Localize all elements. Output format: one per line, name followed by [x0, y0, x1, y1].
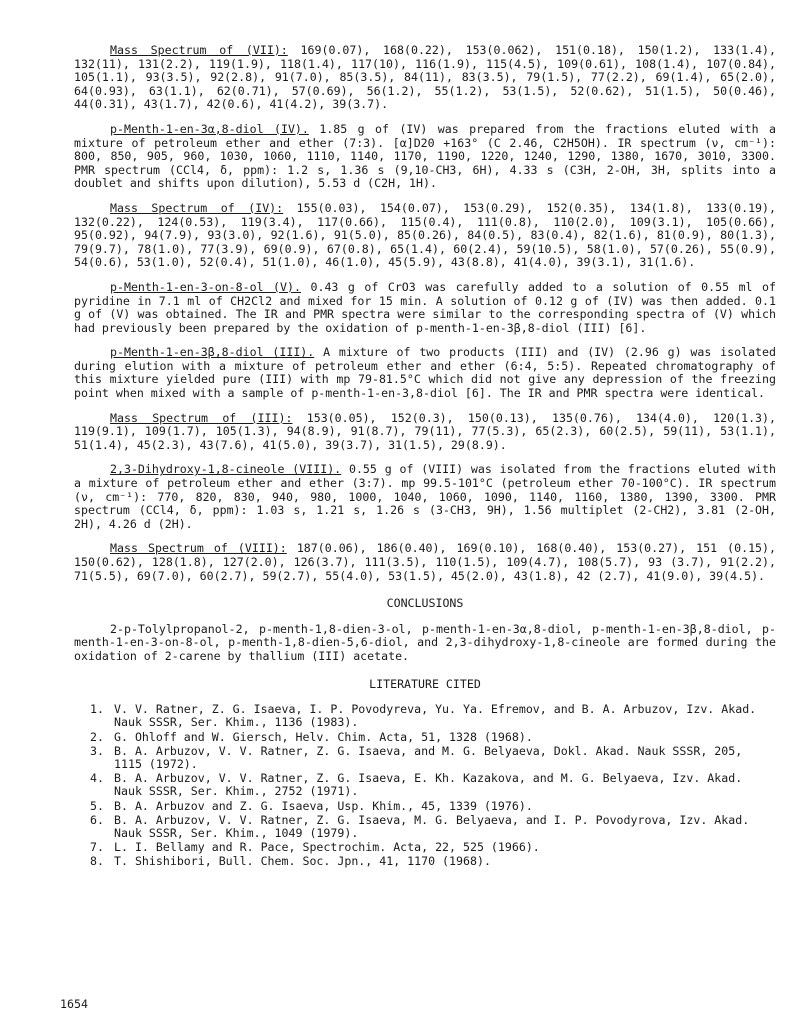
mass-spectrum-iii-text: 153(0.05), 152(0.3), 150(0.13), 135(0.76), 134(4.0), 120(1.3), 119(9.1), 109(1.7), 105(1.3), 94(8.9), 91(8.7), 79(11), 77(5.3), 65(2.3), 60(2.5), 59(11), 53(1.1), 51(1.4), 45(2.3), 43(7.6), 41(5.0), 39(3.7), 31(1.5), 29(8.9). — [74, 410, 776, 452]
compound-v-text: 0.43 g of CrO3 was carefully added to a solution of 0.55 ml of pyridine in 7.1 ml of CH2Cl2 and mixed for 15 min. A solution of 0.12 g of (IV) was then added. 0.1 g of (V) was obtained. The IR and PMR spectra were similar to the corresponding spectra of (V) which had previously been prepared by the oxidation of p-menth-1-en-3β,8-diol (III) [6]. — [74, 279, 776, 335]
mass-spectrum-vii-label: Mass Spectrum of (VII): — [110, 43, 288, 57]
reference-text: G. Ohloff and W. Giersch, Helv. Chim. Acta, 51, 1328 (1968). — [114, 729, 533, 744]
reference-text: B. A. Arbuzov and Z. G. Isaeva, Usp. Khim., 45, 1339 (1976). — [114, 798, 533, 813]
reference-item — [74, 745, 776, 771]
reference-number: 8. — [90, 854, 104, 869]
compound-viii-label: 2,3-Dihydroxy-1,8-cineole (VIII). — [110, 462, 342, 477]
compound-viii-paragraph — [74, 463, 776, 531]
page-number: 1654 — [60, 997, 88, 1011]
compound-viii-text: 0.55 g of (VIII) was isolated from the fractions eluted with a mixture of petroleum ether and ether (3:7). mp 99.5-101°C (petroleum ether 70-100°C). IR spectrum (ν, cm⁻¹): 770, 820, 830, 940, 980, 1000, 1040, 1060, 1090, 1140, 1160, 1380, 1390, 3300. PMR spectrum (CCl4, δ, ppm): 1.03 s, 1.21 s, 1.26 s (3-CH3, 9H), 1.56 multiplet (2-CH2), 3.81 (2-OH, 2H), 4.26 d (2H). — [74, 462, 776, 531]
page-body — [74, 44, 776, 870]
compound-v-paragraph — [74, 281, 776, 335]
mass-spectrum-vii-text: 169(0.07), 168(0.22), 153(0.062), 151(0.18), 150(1.2), 133(1.4), 132(11), 131(2.2), 119(1.9), 118(1.4), 117(10), 116(1.9), 115(4.5), 109(0.61), 108(1.4), 107(0.84), 105(1.1), 93(3.5), 92(2.8), 91(7.0), 85(3.5), 84(11), 83(3.5), 79(1.5), 77(2.2), 69(1.4), 65(2.0), 64(0.93), 63(1.1), 62(0.71), 57(0.69), 56(1.2), 55(1.2), 53(1.5), 52(0.62), 51(1.5), 50(0.46), 44(0.31), 43(1.7), 42(0.6), 41(4.2), 39(3.7). — [74, 43, 776, 112]
compound-iv-text: 1.85 g of (IV) was prepared from the fractions eluted with a mixture of petroleum ether and ether (7:3). [α]D20 +163° (C 2.46, C2H5OH). IR spectrum (ν, cm⁻¹): 800, 850, 905, 960, 1030, 1060, 1110, 1140, 1170, 1190, 1220, 1240, 1290, 1380, 1670, 3010, 3300. PMR spectrum (CCl4, δ, ppm): 1.2 s, 1.36 s (9,10-CH3, 6H), 4.33 s (C3H, 2-OH, 3H, splits into a doublet and shifts upon dilution), 5.53 d (C2H, 1H). — [74, 121, 776, 191]
reference-text: T. Shishibori, Bull. Chem. Soc. Jpn., 41, 1170 (1968). — [114, 854, 491, 869]
reference-number: 7. — [90, 840, 104, 855]
mass-spectrum-vii — [74, 44, 776, 112]
compound-iii-label: p-Menth-1-en-3β,8-diol (III). — [110, 345, 315, 360]
reference-text: B. A. Arbuzov, V. V. Ratner, Z. G. Isaeva, M. G. Belyaeva, and I. P. Povodyrova, Izv. Akad. Nauk SSSR, Ser. Khim., 1049 (1979). — [114, 812, 750, 840]
reference-item — [74, 855, 776, 868]
reference-number: 6. — [90, 812, 104, 827]
reference-number: 1. — [90, 702, 104, 717]
mass-spectrum-viii — [74, 542, 776, 583]
compound-iv-label: p-Menth-1-en-3α,8-diol (IV). — [110, 121, 309, 136]
reference-text: L. I. Bellamy and R. Pace, Spectrochim. Acta, 22, 525 (1966). — [114, 840, 540, 855]
mass-spectrum-iv-label: Mass Spectrum of (IV): — [110, 200, 284, 215]
mass-spectrum-viii-text: 187(0.06), 186(0.40), 169(0.10), 168(0.40), 153(0.27), 151 (0.15), 150(0.62), 128(1.8), 127(2.0), 126(3.7), 111(3.5), 110(1.5), 109(4.7), 108(5.7), 93 (3.7), 91(2.2), 71(5.5), 69(7.0), 60(2.7), 59(2.7), 55(4.0), 53(1.5), 45(2.0), 43(1.8), 42 (2.7), 41(9.0), 39(4.5). — [74, 541, 776, 583]
reference-number: 3. — [90, 743, 104, 758]
reference-item — [74, 814, 776, 840]
mass-spectrum-iv — [74, 202, 776, 270]
reference-number: 2. — [90, 729, 104, 744]
reference-item — [74, 800, 776, 813]
reference-number: 4. — [90, 771, 104, 786]
mass-spectrum-iv-text: 155(0.03), 154(0.07), 153(0.29), 152(0.35), 134(1.8), 133(0.19), 132(0.22), 124(0.53), 119(3.4), 117(0.66), 115(0.4), 111(0.8), 110(2.0), 109(3.1), 105(0.66), 95(0.92), 94(7.9), 93(3.0), 92(1.6), 91(5.0), 85(0.26), 84(0.5), 83(0.4), 82(1.6), 81(0.9), 80(1.3), 79(9.7), 78(1.0), 77(3.9), 69(0.9), 67(0.8), 65(1.4), 60(2.4), 59(10.5), 58(1.0), 57(0.26), 55(0.9), 54(0.6), 53(1.0), 52(0.4), 51(1.0), 46(1.0), 45(5.9), 43(8.8), 41(4.0), 39(3.1), 31(1.6). — [74, 200, 776, 270]
literature-heading: LITERATURE CITED — [369, 676, 481, 691]
reference-item — [74, 703, 776, 729]
compound-iii-paragraph — [74, 346, 776, 400]
compound-iv-paragraph — [74, 123, 776, 191]
mass-spectrum-iii — [74, 412, 776, 453]
mass-spectrum-viii-label: Mass Spectrum of (VIII): — [110, 541, 287, 556]
reference-item — [74, 772, 776, 798]
reference-number: 5. — [90, 798, 104, 813]
conclusions-text: 2-p-Tolylpropanol-2, p-menth-1,8-dien-3-ol, p-menth-1-en-3α,8-diol, p-menth-1-en-3β,8-diol, p-menth-1-en-3-on-8-ol, p-menth-1,8-dien-5,6-diol, and 2,3-dihydroxy-1,8-cineole are formed during the oxidation of 2-carene by thallium (III) acetate. — [74, 621, 776, 663]
reference-item — [74, 731, 776, 744]
mass-spectrum-iii-label: Mass Spectrum of (III): — [110, 410, 293, 425]
compound-iii-text: A mixture of two products (III) and (IV) (2.96 g) was isolated during elution with a mixture of petroleum ether and ether (6:4, 5:5). Repeated chromatography of this mixture yielded pure (III) with mp 79-81.5°C which did not give any depression of the freezing point when mixed with a sample of p-menth-1-en-3,8-diol [6]. The IR and PMR spectra were identical. — [74, 345, 777, 401]
conclusions-heading: CONCLUSIONS — [386, 596, 464, 611]
reference-text: B. A. Arbuzov, V. V. Ratner, Z. G. Isaeva, E. Kh. Kazakova, and M. G. Belyaeva, Izv. Akad. Nauk SSSR, Ser. Khim., 2752 (1971). — [114, 771, 743, 799]
reference-list — [74, 703, 776, 868]
reference-text: B. A. Arbuzov, V. V. Ratner, Z. G. Isaeva, and M. G. Belyaeva, Dokl. Akad. Nauk SSSR, 205, 1115 (1972). — [114, 743, 743, 771]
reference-item — [74, 841, 776, 854]
compound-v-label: p-Menth-1-en-3-on-8-ol (V). — [110, 279, 301, 294]
reference-text: V. V. Ratner, Z. G. Isaeva, I. P. Povodyreva, Yu. Ya. Efremov, and B. A. Arbuzov, Izv. Akad. Nauk SSSR, Ser. Khim., 1136 (1983). — [114, 702, 757, 730]
